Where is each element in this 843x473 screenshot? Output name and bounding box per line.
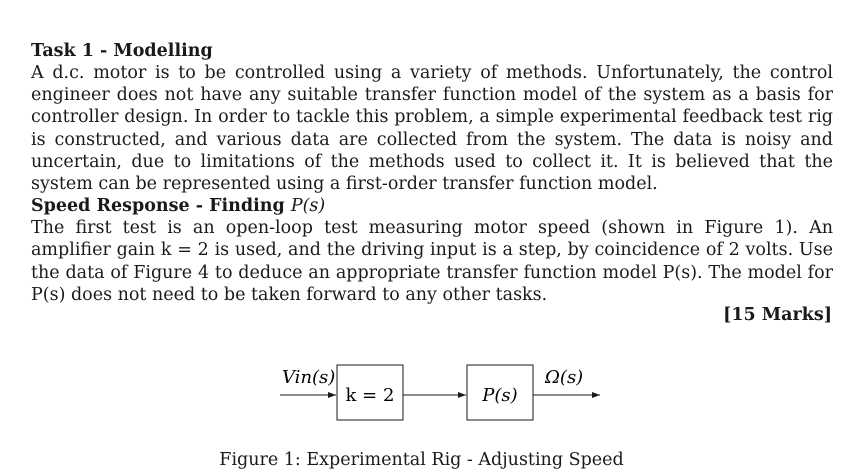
document-page [31, 40, 833, 306]
gain-block-label: k = 2 [345, 385, 395, 406]
marks-label: [15 Marks] [723, 305, 832, 325]
block-diagram [270, 355, 610, 445]
section-title-text: Speed Response - Finding [31, 196, 291, 217]
task-title: Task 1 - Modelling [31, 41, 213, 61]
input-label: Vin(s) [282, 367, 336, 388]
section-title [31, 195, 833, 217]
output-label: Ω(s) [545, 367, 584, 388]
figure-caption: Figure 1: Experimental Rig - Adjusting Speed [219, 450, 624, 470]
plant-block-label: P(s) [482, 385, 518, 406]
section-title-math: P(s) [290, 196, 326, 217]
section-body-paragraph: The first test is an open-loop test measuring motor speed (shown in Figure 1). An amplifier gain k = 2 is used, and the driving input is a step, by coincidence of 2 volts. Use the data of Figure 4 to deduce an appropriate transfer function model P(s). The model for P(s) does not need to be taken forward to any other tasks. [31, 218, 833, 305]
task-intro-paragraph: A d.c. motor is to be controlled using a variety of methods. Unfortunately, the control engineer does not have any suitable transfer function model of the system as a basis for controller design. In order to tackle this problem, a simple experimental feedback test rig is constructed, and various data are collected from the system. The data is noisy and uncertain, due to limitations of the methods used to collect it. It is believed that the system can be represented using a first-order transfer function model. [31, 63, 833, 195]
